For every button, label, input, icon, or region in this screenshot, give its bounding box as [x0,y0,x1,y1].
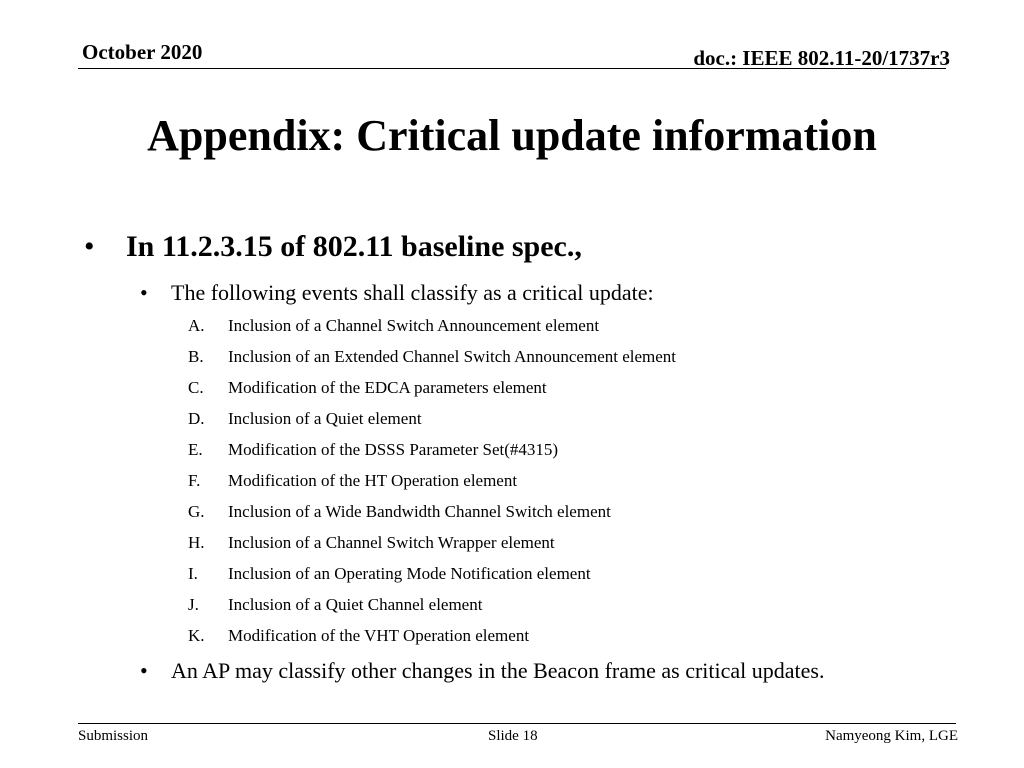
list-item [188,531,555,555]
level2-intro-text: The following events shall classify as a critical update: [171,280,654,305]
list-item-text: Inclusion of a Channel Switch Wrapper element [228,533,555,552]
level2-bullet-intro [140,280,654,306]
list-item [188,469,517,493]
slide-title: Appendix: Critical update information [147,111,877,160]
list-item-text: Inclusion of an Operating Mode Notification element [228,564,591,583]
list-item-marker: D. [188,409,205,428]
list-item-text: Inclusion of a Channel Switch Announcement element [228,316,600,335]
list-item-text: Inclusion of a Wide Bandwidth Channel Switch element [228,502,611,521]
list-item-text: Modification of the DSSS Parameter Set(#4315) [228,440,559,459]
list-item-marker: I. [188,564,198,583]
list-item [188,593,482,617]
level2-outro-text: An AP may classify other changes in the Beacon frame as critical updates. [171,658,825,683]
list-item [188,345,676,369]
list-item-text: Modification of the HT Operation element [228,471,518,490]
level2-bullet-outro [140,658,824,684]
list-item-marker: F. [188,471,201,490]
list-item-marker: G. [188,502,205,521]
header-doc-id: doc.: IEEE 802.11-20/1737r3 [693,46,950,70]
list-item [188,562,591,586]
list-item-marker: E. [188,440,203,459]
list-item [188,314,599,338]
list-item-marker: J. [188,595,199,614]
list-item [188,624,529,648]
header-date: October 2020 [82,40,203,64]
bullet-icon: • [140,658,148,683]
list-item-marker: B. [188,347,204,366]
list-item [188,407,422,431]
list-item-marker: C. [188,378,204,397]
list-item [188,376,547,400]
list-item-text: Inclusion of a Quiet element [228,409,422,428]
footer-slide-number: Slide 18 [488,728,538,744]
header-divider [78,68,946,69]
bullet-icon: • [84,230,95,263]
list-item-text: Inclusion of an Extended Channel Switch Announcement element [228,347,677,366]
list-item-text: Modification of the VHT Operation element [228,626,530,645]
bullet-icon: • [140,280,148,305]
level1-bullet-item [84,230,582,264]
list-item-marker: K. [188,626,205,645]
list-item-marker: H. [188,533,205,552]
level1-text: In 11.2.3.15 of 802.11 baseline spec., [126,230,582,263]
list-item-text: Inclusion of a Quiet Channel element [228,595,483,614]
footer-divider [78,723,956,724]
footer-submission: Submission [78,728,149,744]
list-item [188,500,611,524]
footer-author: Namyeong Kim, LGE [825,728,958,744]
list-item [188,438,558,462]
list-item-marker: A. [188,316,205,335]
list-item-text: Modification of the EDCA parameters element [228,378,547,397]
